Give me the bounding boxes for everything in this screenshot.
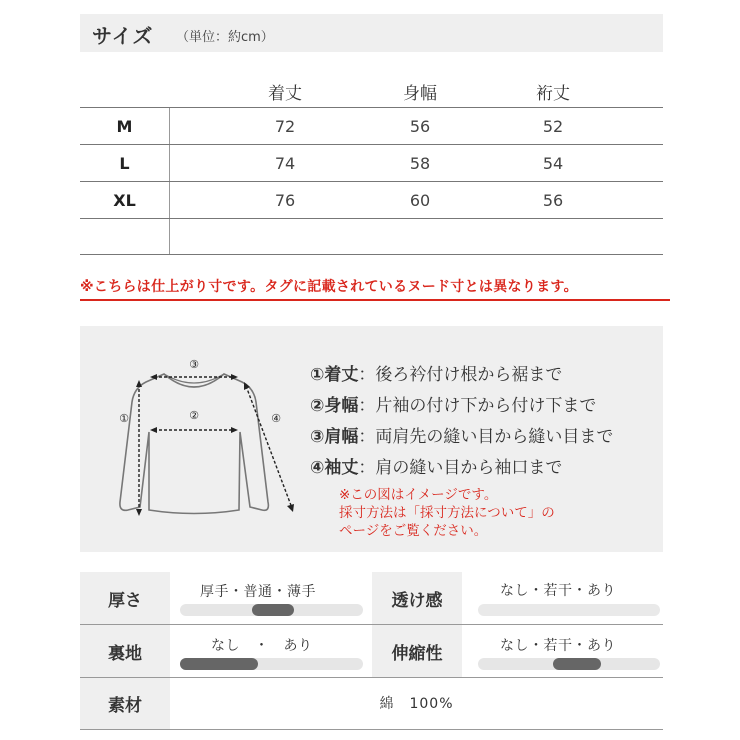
unit-label: （単位：約cm）: [176, 30, 274, 45]
cell-value: 76: [274, 191, 296, 210]
desc-sleeve: ④袖丈：肩の縫い目から袖口まで: [310, 458, 563, 478]
size-title-bar: [80, 14, 663, 52]
measurement-diagram: [80, 326, 663, 552]
size-label: XL: [80, 182, 170, 218]
table-row: [80, 108, 663, 145]
spec-row-material: [80, 678, 663, 730]
label-transparency: 透け感: [372, 572, 462, 624]
label-stretch: 伸縮性: [372, 625, 462, 677]
desc-width: ②身幅：片袖の付け下から付け下まで: [310, 396, 597, 416]
cell-value: 56: [542, 191, 564, 210]
size-table: [80, 70, 663, 255]
size-label-empty: [80, 219, 170, 254]
label-thickness: 厚さ: [80, 572, 170, 624]
header-sleeve: 裄丈: [536, 84, 570, 104]
cell-value: 56: [409, 117, 431, 136]
size-label: M: [80, 108, 170, 144]
spec-row-lining: [80, 625, 663, 678]
header-length: 着丈: [268, 84, 302, 104]
measurement-descriptions: [310, 360, 614, 539]
size-title: サイズ: [92, 24, 154, 48]
size-table-header: [80, 70, 663, 108]
transparency-track: [478, 604, 660, 616]
thickness-options: 厚手・普通・薄手: [200, 584, 316, 600]
table-row: [80, 145, 663, 182]
label-material: 素材: [80, 678, 170, 729]
cell-value: 60: [409, 191, 431, 210]
material-value: 綿 100%: [379, 696, 454, 712]
cell-value: 52: [542, 117, 564, 136]
marker-3: ③: [189, 358, 199, 371]
desc-length: ①着丈：後ろ衿付け根から裾まで: [310, 365, 563, 385]
header-width: 身幅: [403, 84, 437, 104]
stretch-options: なし・若干・あり: [500, 638, 616, 654]
table-row-empty: [80, 219, 663, 255]
lining-options: なし ・ あり: [211, 638, 313, 654]
size-label: L: [80, 145, 170, 181]
table-row: [80, 182, 663, 219]
cell-value: 74: [274, 154, 296, 173]
cell-value: 54: [542, 154, 564, 173]
lining-indicator: [180, 658, 258, 670]
label-lining: 裏地: [80, 625, 170, 677]
cell-value: 58: [409, 154, 431, 173]
transparency-options: なし・若干・あり: [500, 583, 616, 599]
finished-size-note: ※こちらは仕上がり寸です。タグに記載されているヌード寸とは異なります。: [80, 276, 670, 301]
shirt-outline-icon: [94, 342, 294, 542]
image-disclaimer: ※この図はイメージです。 採寸方法は「採寸方法について」の ページをご覧ください。: [339, 487, 555, 539]
desc-shoulder: ③肩幅：両肩先の縫い目から縫い目まで: [310, 427, 614, 447]
cell-value: 72: [274, 117, 296, 136]
marker-2: ②: [189, 409, 199, 422]
thickness-indicator: [252, 604, 294, 616]
marker-1: ①: [119, 412, 129, 425]
stretch-indicator: [553, 658, 601, 670]
marker-4: ④: [271, 412, 281, 425]
spec-row-thickness: [80, 572, 663, 625]
spec-table: [80, 572, 663, 730]
